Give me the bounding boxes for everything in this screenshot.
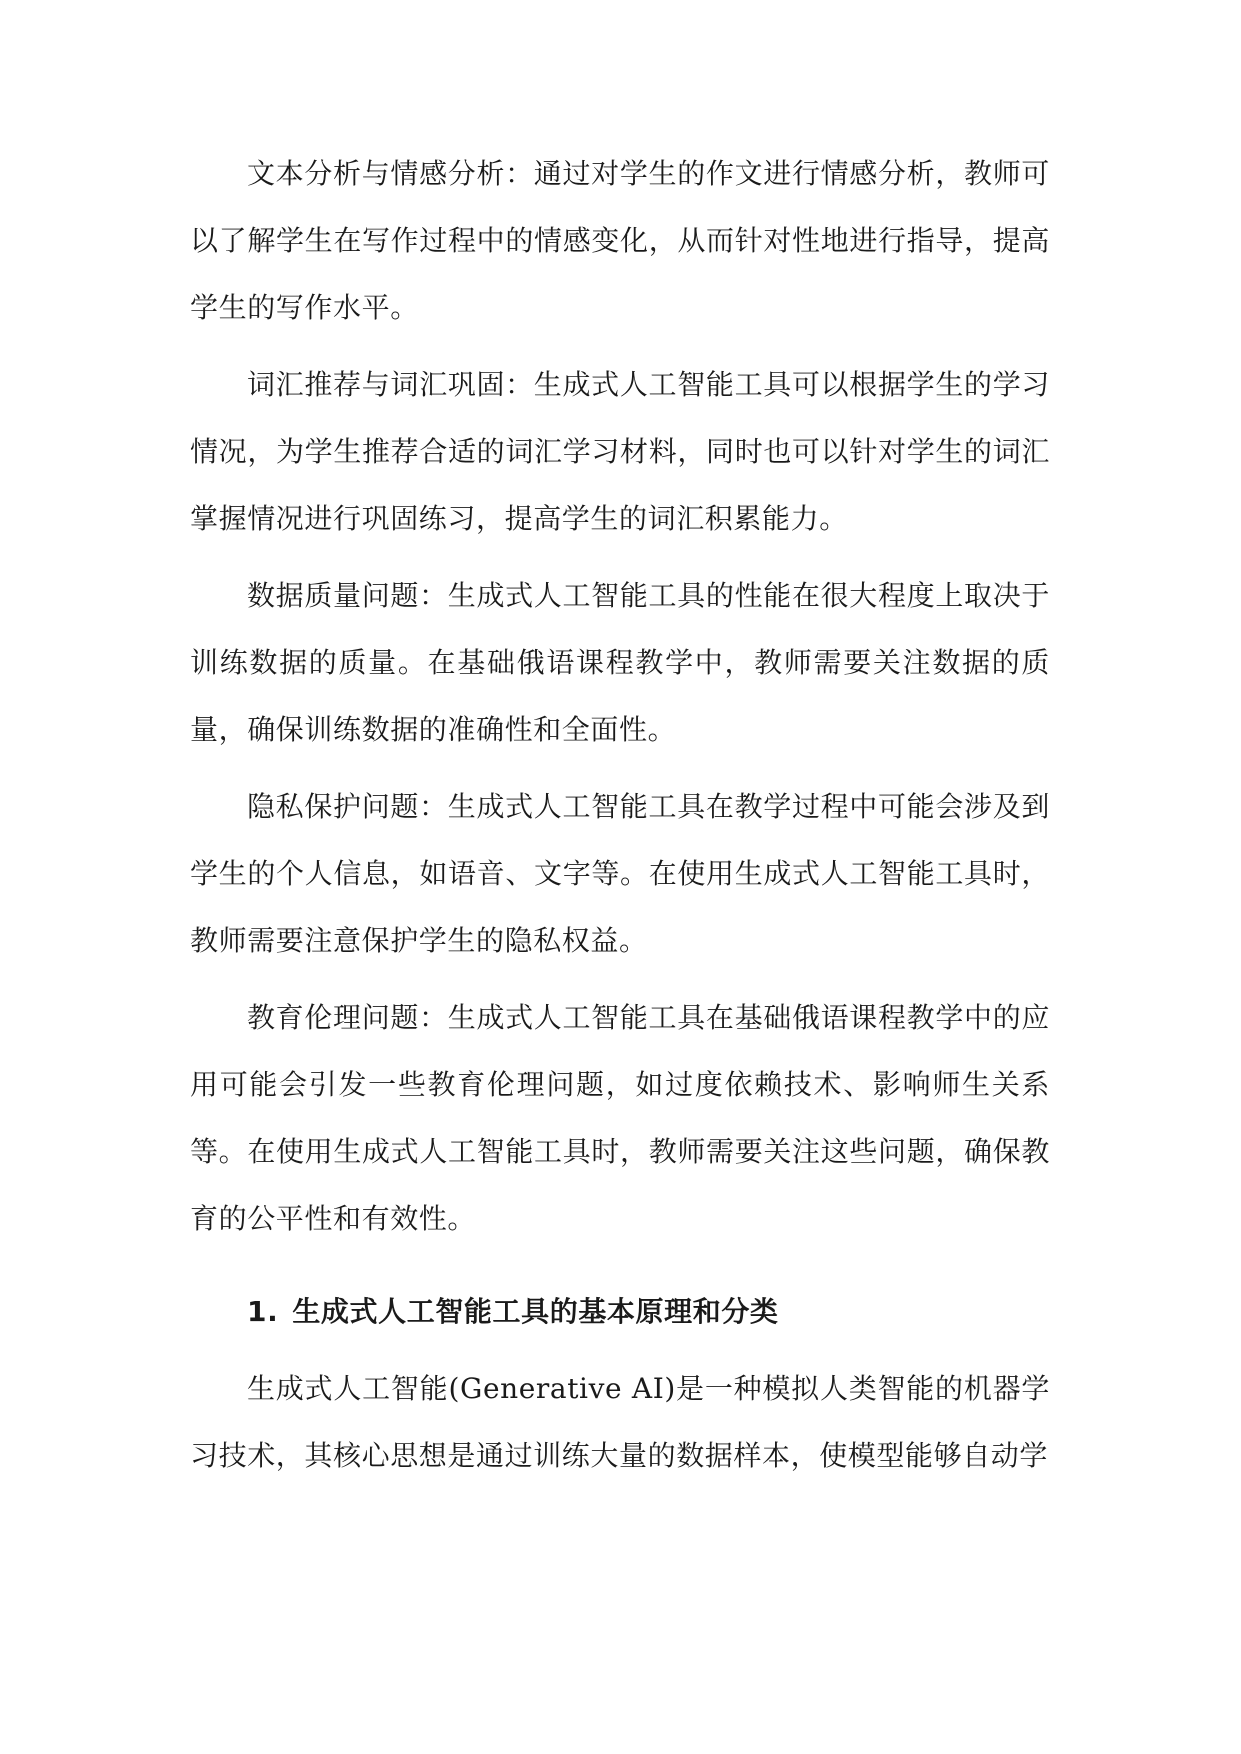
paragraph-education-ethics: 教育伦理问题：生成式人工智能工具在基础俄语课程教学中的应用可能会引发一些教育伦理问题，如过度依赖技术、影响师生关系等。在使用生成式人工智能工具时，教师需要关注这些问题，确保教育的公平性和有效性。 [190, 1001, 1050, 1235]
paragraph-generative-ai-definition: 生成式人工智能(Generative AI)是一种模拟人类智能的机器学习技术，其核心思想是通过训练大量的数据样本，使模型能够自动学 [190, 1372, 1050, 1472]
section-heading [190, 1278, 1050, 1345]
paragraph-vocabulary-recommendation: 词汇推荐与词汇巩固：生成式人工智能工具可以根据学生的学习情况，为学生推荐合适的词汇学习材料，同时也可以针对学生的词汇掌握情况进行巩固练习，提高学生的词汇积累能力。 [190, 368, 1050, 535]
document-body [190, 140, 1050, 1499]
paragraph-privacy-protection: 隐私保护问题：生成式人工智能工具在教学过程中可能会涉及到学生的个人信息，如语音、文字等。在使用生成式人工智能工具时，教师需要注意保护学生的隐私权益。 [190, 790, 1050, 957]
paragraph-data-quality: 数据质量问题：生成式人工智能工具的性能在很大程度上取决于训练数据的质量。在基础俄语课程教学中，教师需要关注数据的质量，确保训练数据的准确性和全面性。 [190, 579, 1050, 746]
paragraph-text-sentiment-analysis: 文本分析与情感分析：通过对学生的作文进行情感分析，教师可以了解学生在写作过程中的情感变化，从而针对性地进行指导，提高学生的写作水平。 [190, 157, 1050, 324]
section-number: 1. [247, 1295, 279, 1328]
section-title: 生成式人工智能工具的基本原理和分类 [292, 1295, 779, 1328]
